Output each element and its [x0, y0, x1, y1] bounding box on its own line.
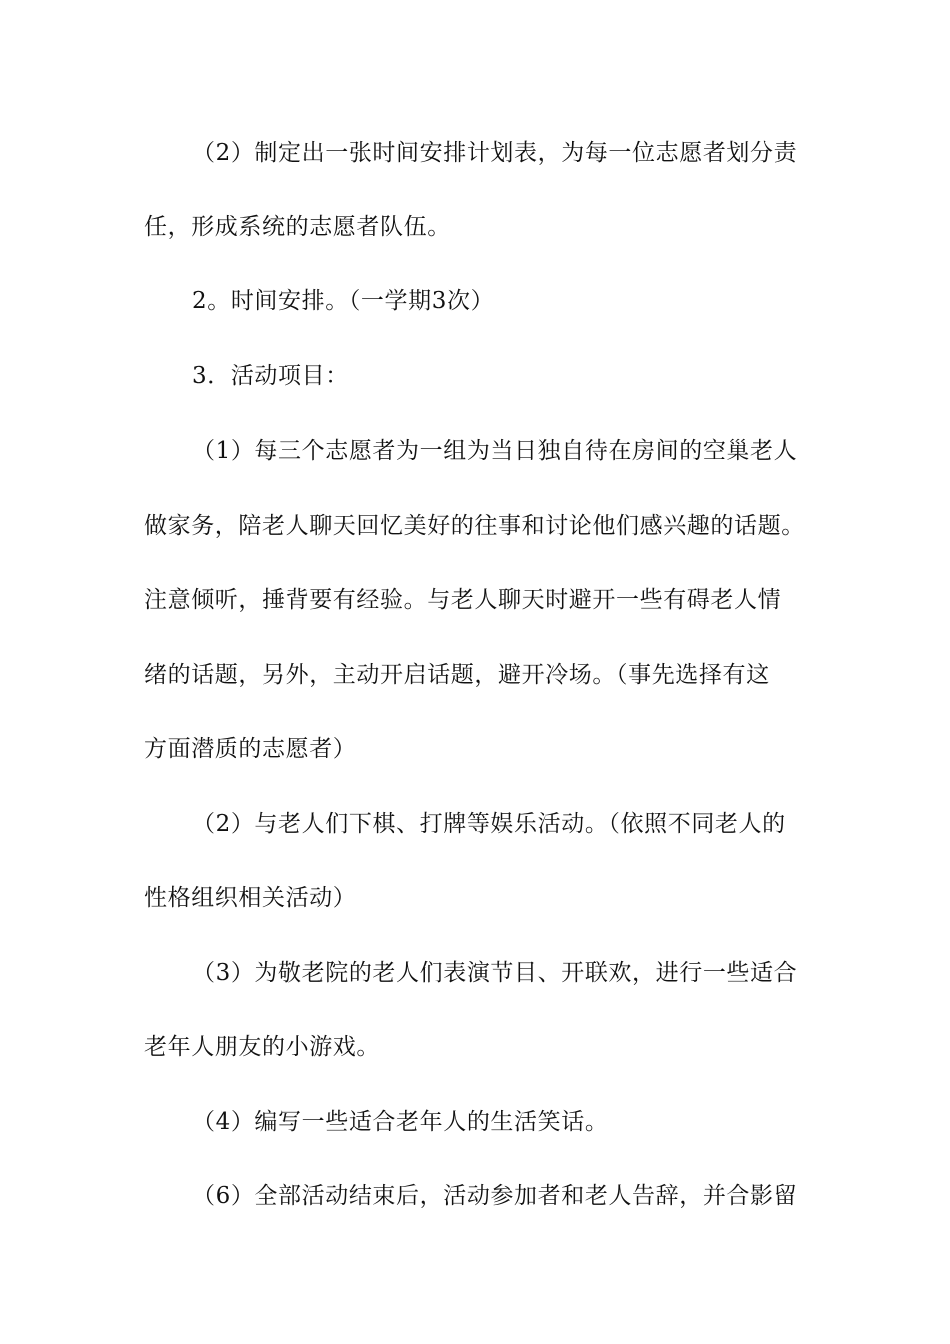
paragraph-line: 性格组织相关活动）: [144, 885, 357, 911]
paragraph-line: 老年人朋友的小游戏。: [144, 1034, 380, 1060]
paragraph-line: （2）与老人们下棋、打牌等娱乐活动。（依照不同老人的: [192, 811, 786, 837]
paragraph-line: （2）制定出一张时间安排计划表，为每一位志愿者划分责: [192, 140, 798, 166]
paragraph-line: 绪的话题，另外，主动开启话题，避开冷场。（事先选择有这: [144, 662, 770, 688]
paragraph-line: （4）编写一些适合老年人的生活笑话。: [192, 1109, 609, 1135]
paragraph-line: 2。时间安排。（一学期3次）: [192, 288, 495, 314]
paragraph-line: 任，形成系统的志愿者队伍。: [144, 214, 451, 240]
paragraph-line: （3）为敬老院的老人们表演节目、开联欢，进行一些适合: [192, 960, 798, 986]
paragraph-line: 注意倾听，捶背要有经验。与老人聊天时避开一些有碍老人情: [144, 587, 782, 613]
paragraph-line: 方面潜质的志愿者）: [144, 736, 357, 762]
paragraph-line: 3．活动项目：: [192, 363, 349, 389]
paragraph-line: 做家务，陪老人聊天回忆美好的往事和讨论他们感兴趣的话题。: [144, 513, 805, 539]
paragraph-line: （1）每三个志愿者为一组为当日独自待在房间的空巢老人: [192, 438, 798, 464]
paragraph-line: （6）全部活动结束后，活动参加者和老人告辞，并合影留: [192, 1183, 798, 1209]
